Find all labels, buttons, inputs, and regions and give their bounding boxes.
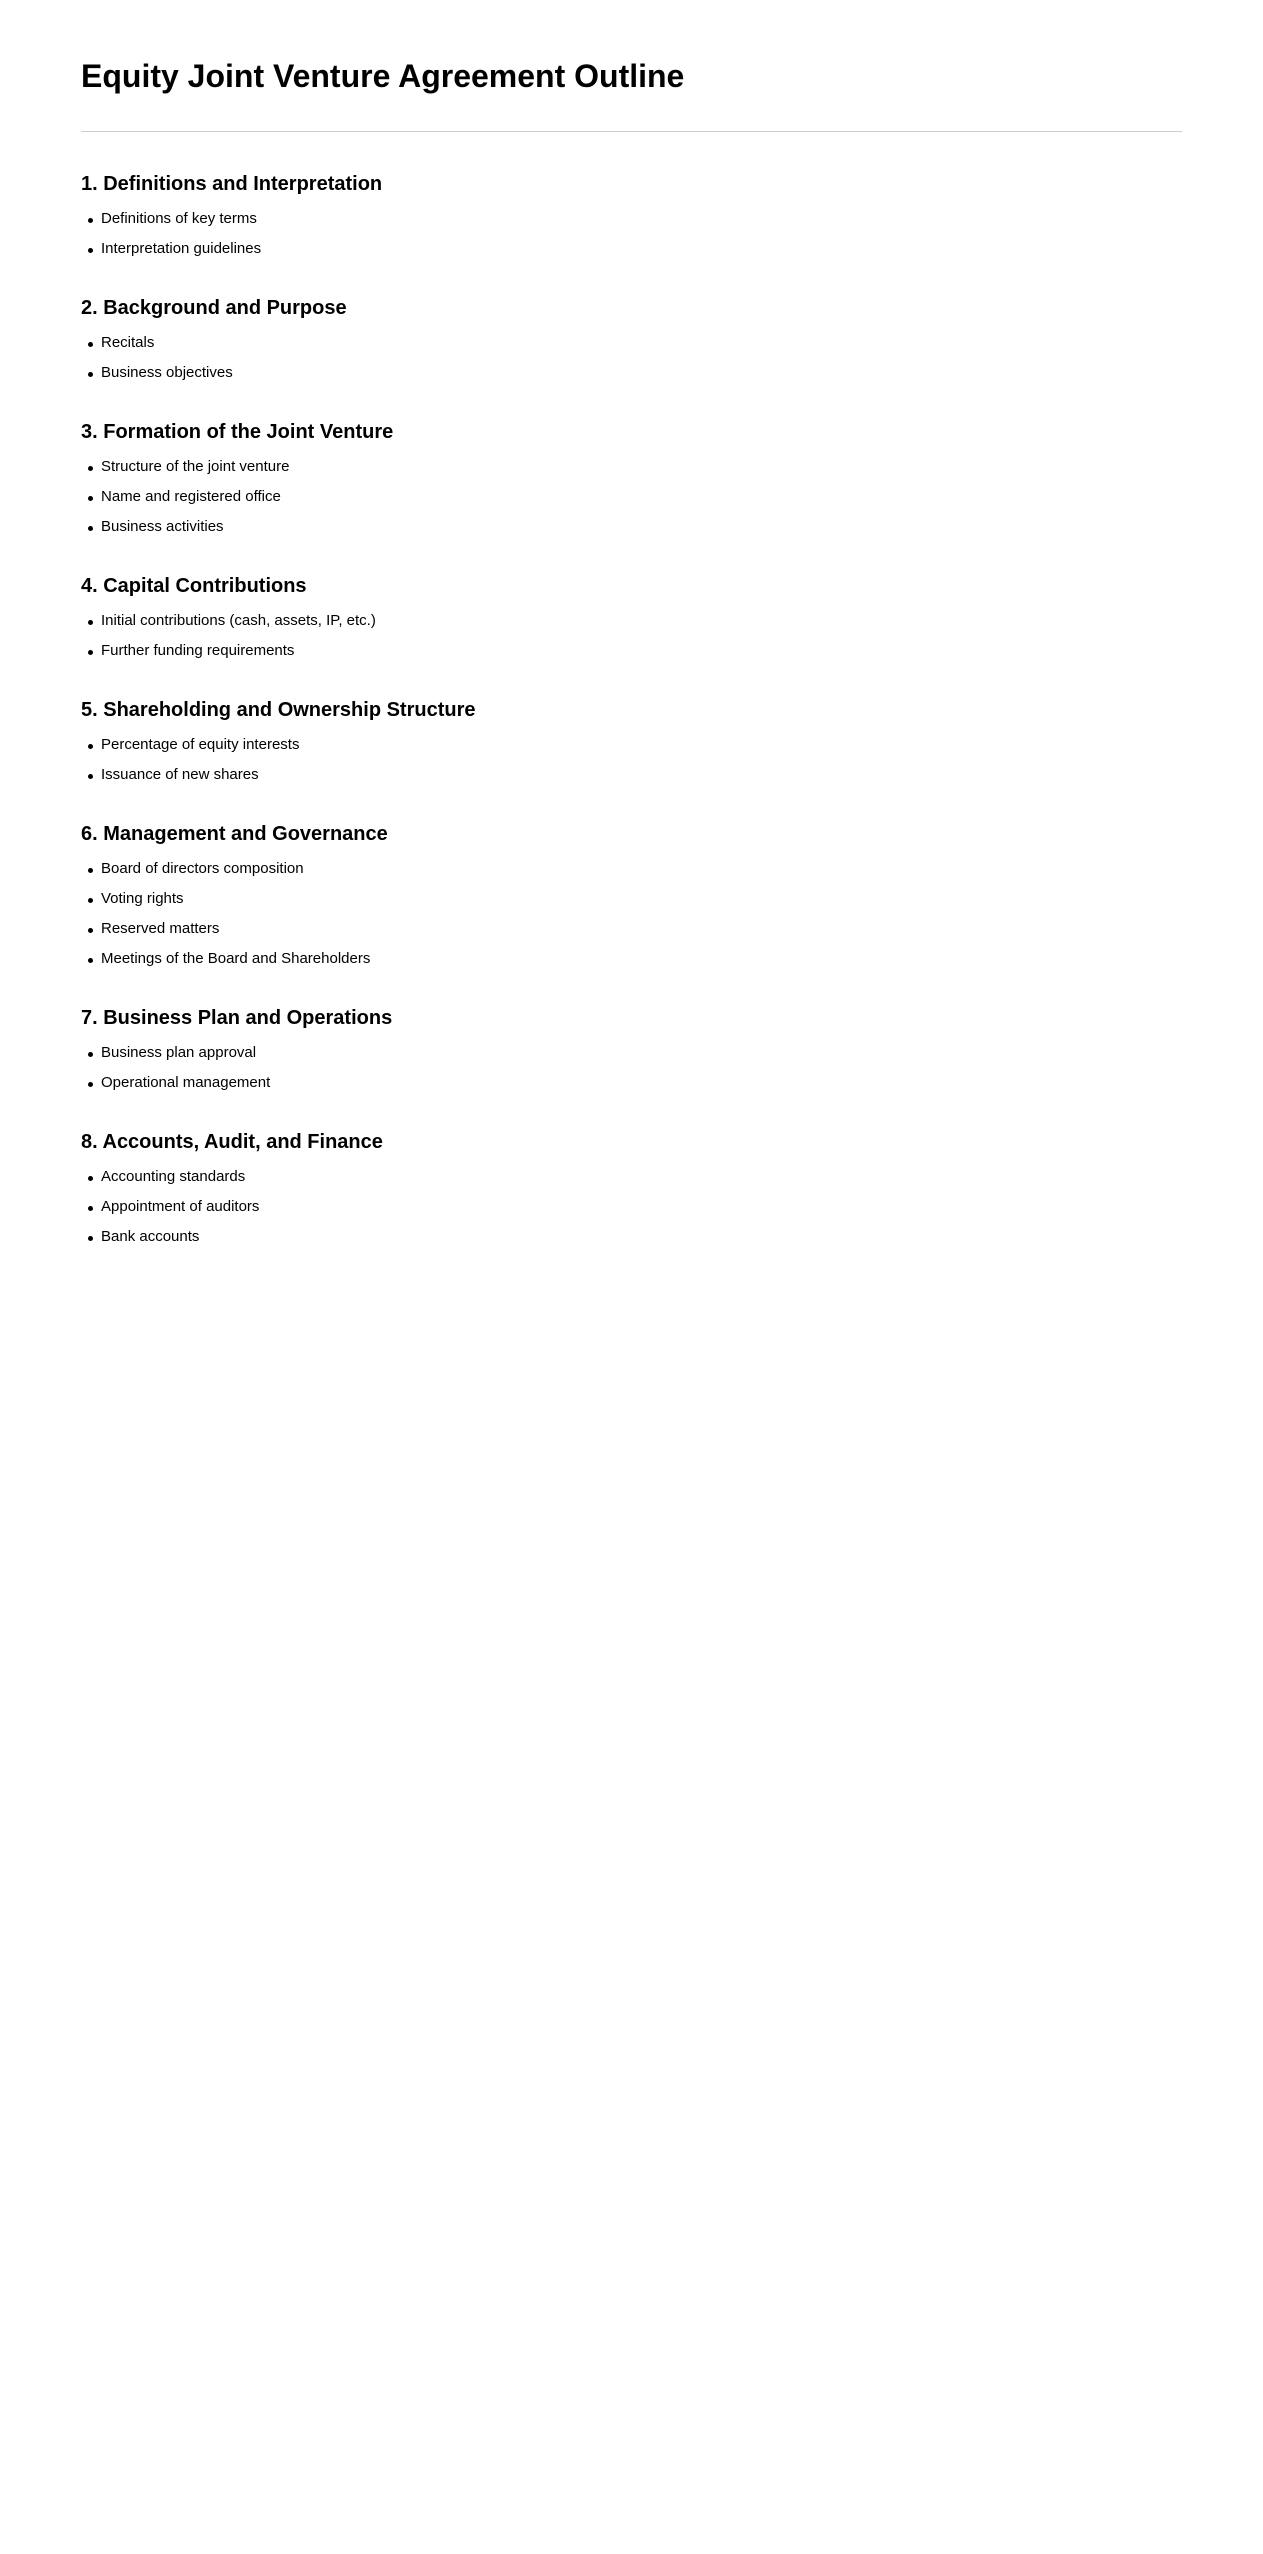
list-item: Percentage of equity interests xyxy=(101,730,1182,760)
section-heading: 3. Formation of the Joint Venture xyxy=(81,421,394,443)
section-list xyxy=(81,1038,1182,1098)
list-item: Name and registered office xyxy=(101,482,1182,512)
list-item: Interpretation guidelines xyxy=(101,234,1182,264)
section-heading: 4. Capital Contributions xyxy=(81,575,307,597)
section-list xyxy=(81,854,1182,974)
section-list xyxy=(81,204,1182,264)
title-divider xyxy=(81,131,1182,132)
document xyxy=(0,0,1263,1252)
section-list xyxy=(81,606,1182,666)
list-item: Initial contributions (cash, assets, IP, etc.) xyxy=(101,606,1182,636)
section-business-plan xyxy=(81,1004,1182,1098)
section-heading: 6. Management and Governance xyxy=(81,823,388,845)
list-item: Operational management xyxy=(101,1068,1182,1098)
section-shareholding xyxy=(81,696,1182,790)
list-item: Business plan approval xyxy=(101,1038,1182,1068)
section-heading: 5. Shareholding and Ownership Structure xyxy=(81,699,476,721)
list-item: Recitals xyxy=(101,328,1182,358)
section-list xyxy=(81,730,1182,790)
list-item: Board of directors composition xyxy=(101,854,1182,884)
section-heading: 7. Business Plan and Operations xyxy=(81,1007,393,1029)
list-item: Business objectives xyxy=(101,358,1182,388)
section-management-governance xyxy=(81,820,1182,974)
section-formation xyxy=(81,418,1182,542)
section-definitions xyxy=(81,170,1182,264)
section-heading: 8. Accounts, Audit, and Finance xyxy=(81,1131,383,1153)
section-accounts-audit-finance xyxy=(81,1128,1182,1252)
section-list xyxy=(81,328,1182,388)
list-item: Business activities xyxy=(101,512,1182,542)
section-capital-contributions xyxy=(81,572,1182,666)
section-heading: 2. Background and Purpose xyxy=(81,297,347,319)
section-list xyxy=(81,452,1182,542)
list-item: Definitions of key terms xyxy=(101,204,1182,234)
document-title: Equity Joint Venture Agreement Outline xyxy=(81,58,685,94)
list-item: Reserved matters xyxy=(101,914,1182,944)
list-item: Appointment of auditors xyxy=(101,1192,1182,1222)
list-item: Meetings of the Board and Shareholders xyxy=(101,944,1182,974)
list-item: Voting rights xyxy=(101,884,1182,914)
section-list xyxy=(81,1162,1182,1252)
list-item: Structure of the joint venture xyxy=(101,452,1182,482)
list-item: Bank accounts xyxy=(101,1222,1182,1252)
section-heading: 1. Definitions and Interpretation xyxy=(81,173,383,195)
list-item: Accounting standards xyxy=(101,1162,1182,1192)
list-item: Further funding requirements xyxy=(101,636,1182,666)
list-item: Issuance of new shares xyxy=(101,760,1182,790)
section-background xyxy=(81,294,1182,388)
